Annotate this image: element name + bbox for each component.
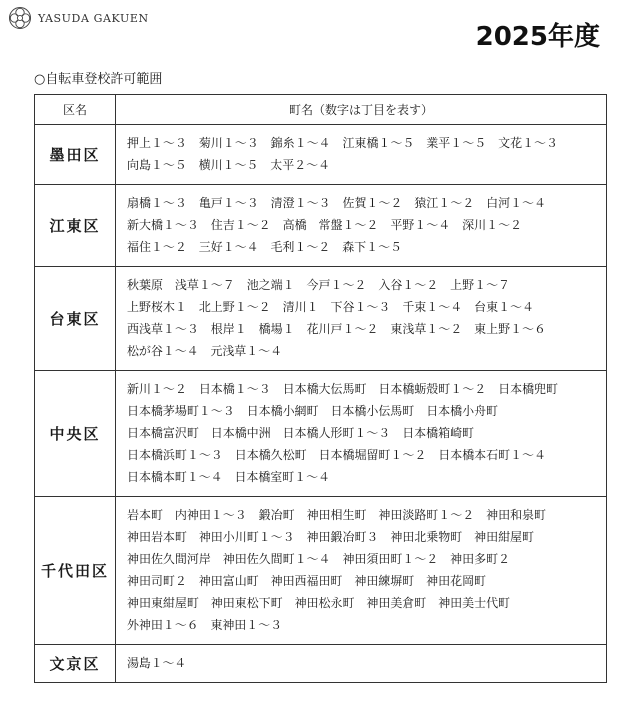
town-line: 扇橋１～３ 亀戸１～３ 清澄１～３ 佐賀１～２ 猿江１～２ 白河１～４ <box>127 196 547 210</box>
table-body <box>35 125 607 683</box>
town-list <box>116 185 607 267</box>
town-line: 新川１～２ 日本橋１～３ 日本橋大伝馬町 日本橋蛎殻町１～２ 日本橋兜町 <box>127 382 559 396</box>
town-line: 神田岩本町 神田小川町１～３ 神田鍛冶町３ 神田北乗物町 神田紺屋町 <box>127 530 535 544</box>
town-line: 日本橋富沢町 日本橋中洲 日本橋人形町１～３ 日本橋箱崎町 <box>127 426 475 440</box>
town-line: 神田司町２ 神田富山町 神田西福田町 神田練塀町 神田花岡町 <box>127 574 487 588</box>
town-line: 日本橋茅場町１～３ 日本橋小網町 日本橋小伝馬町 日本橋小舟町 <box>127 404 499 418</box>
table-row <box>35 125 607 185</box>
table-row <box>35 371 607 497</box>
town-line: 外神田１～６ 東神田１～３ <box>127 618 283 632</box>
town-line: 岩本町 内神田１～３ 鍛冶町 神田相生町 神田淡路町１～２ 神田和泉町 <box>127 508 547 522</box>
town-line: 秋葉原 浅草１～７ 池之端１ 今戸１～２ 入谷１～２ 上野１～７ <box>127 278 511 292</box>
town-list <box>116 267 607 371</box>
ward-name: 文京区 <box>35 645 116 683</box>
town-line: 神田佐久間河岸 神田佐久間町１～４ 神田須田町１～２ 神田多町２ <box>127 552 511 566</box>
ward-name: 台東区 <box>35 267 116 371</box>
town-line: 押上１～３ 菊川１～３ 錦糸１～４ 江東橋１～５ 業平１～５ 文花１～３ <box>127 136 559 150</box>
ward-name: 墨田区 <box>35 125 116 185</box>
ward-name: 江東区 <box>35 185 116 267</box>
yasuda-crest-icon <box>8 6 32 30</box>
table-row <box>35 645 607 683</box>
table-row <box>35 267 607 371</box>
permitted-area-table <box>34 94 607 683</box>
table-header-row <box>35 95 607 125</box>
town-line: 日本橋浜町１～３ 日本橋久松町 日本橋堀留町１～２ 日本橋本石町１～４ <box>127 448 547 462</box>
section-title: ○自転車登校許可範囲 <box>34 72 163 87</box>
town-list <box>116 497 607 645</box>
town-line: 松が谷１～４ 元浅草１～４ <box>127 344 283 358</box>
town-list <box>116 125 607 185</box>
town-line: 西浅草１～３ 根岸１ 橋場１ 花川戸１～２ 東浅草１～２ 東上野１～６ <box>127 322 547 336</box>
town-line: 日本橋本町１～４ 日本橋室町１～４ <box>127 470 331 484</box>
towns-column-header: 町名（数字は丁目を表す） <box>116 95 607 125</box>
town-line: 湯島１～４ <box>127 656 187 670</box>
ward-name: 千代田区 <box>35 497 116 645</box>
school-name: YASUDA GAKUEN <box>38 11 149 25</box>
table-row <box>35 185 607 267</box>
fiscal-year-heading: 2025年度 <box>475 22 600 52</box>
ward-column-header: 区名 <box>35 95 116 125</box>
town-line: 新大橋１～３ 住吉１～２ 高橋 常盤１～２ 平野１～４ 深川１～２ <box>127 218 523 232</box>
town-line: 上野桜木１ 北上野１～２ 清川１ 下谷１～３ 千束１～４ 台東１～４ <box>127 300 535 314</box>
town-line: 神田東紺屋町 神田東松下町 神田松永町 神田美倉町 神田美士代町 <box>127 596 511 610</box>
town-list <box>116 645 607 683</box>
ward-name: 中央区 <box>35 371 116 497</box>
table-row <box>35 497 607 645</box>
town-line: 福住１～２ 三好１～４ 毛利１～２ 森下１～５ <box>127 240 403 254</box>
school-logo <box>8 6 149 30</box>
town-line: 向島１～５ 横川１～５ 太平２～４ <box>127 158 331 172</box>
town-list <box>116 371 607 497</box>
